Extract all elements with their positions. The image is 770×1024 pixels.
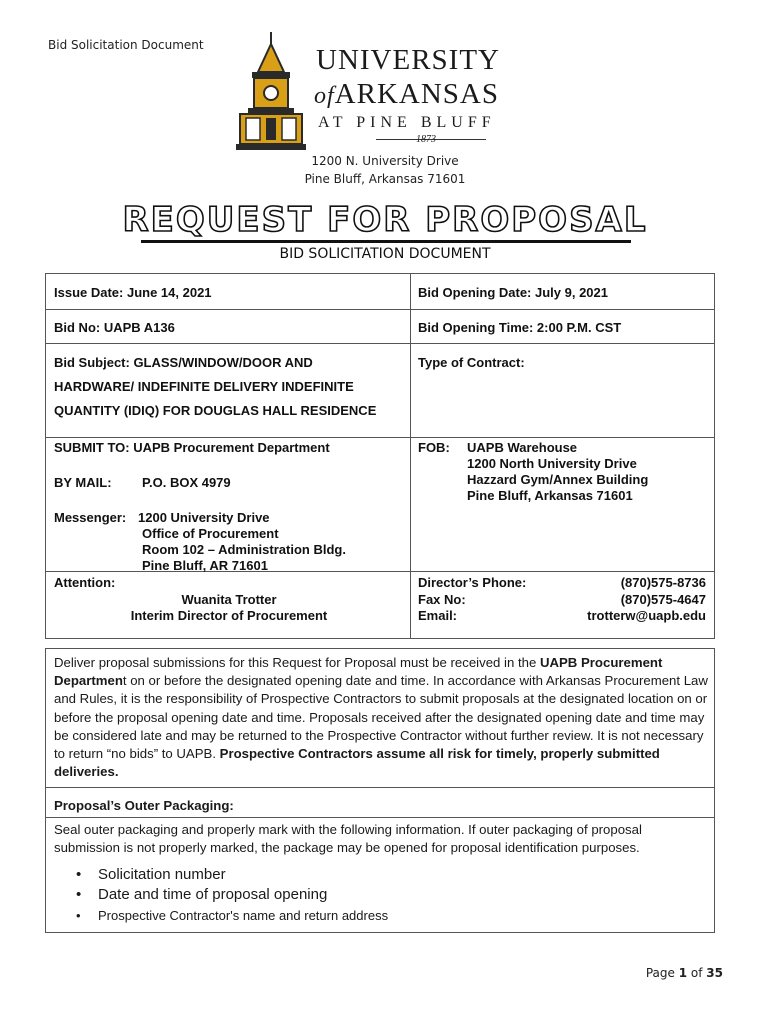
attention-name: Wuanita Trotter (181, 592, 277, 607)
fob-label: FOB: (418, 440, 450, 455)
table-row-divider (46, 343, 714, 344)
director-phone-label: Director’s Phone: (418, 575, 527, 590)
packaging-list (76, 865, 388, 927)
messenger-line: Pine Bluff, AR 71601 (142, 558, 268, 573)
title-underline (141, 240, 631, 243)
packaging-heading: Proposal’s Outer Packaging: (54, 798, 234, 813)
address-line-2: Pine Bluff, Arkansas 71601 (304, 172, 466, 186)
logo-pine-bluff: AT PINE BLUFF (318, 114, 496, 131)
logo-university: UNIVERSITY (316, 44, 500, 76)
bid-subject-line-3: QUANTITY (IDIQ) FOR DOUGLAS HALL RESIDENCE (54, 403, 377, 418)
list-item: • Solicitation number (76, 866, 226, 883)
bid-opening-time: Bid Opening Time: 2:00 P.M. CST (418, 320, 622, 335)
address-line-1: 1200 N. University Drive (311, 154, 459, 168)
by-mail-label: BY MAIL: (54, 475, 112, 490)
notice-divider (46, 787, 714, 788)
email-link[interactable]: trotterw@uapb.edu (587, 608, 706, 623)
messenger-line: Room 102 – Administration Bldg. (142, 542, 346, 557)
packaging-text: Seal outer packaging and properly mark with the following information. If outer packaging of proposal submission is not properly marked, the package may be opened for proposal identification purposes. (54, 822, 642, 856)
messenger-label: Messenger: (54, 510, 127, 525)
fob-line: Pine Bluff, Arkansas 71601 (467, 488, 633, 503)
notice-divider (46, 817, 714, 818)
table-column-divider (410, 274, 411, 638)
document-label: Bid Solicitation Document (48, 38, 204, 52)
page-number: Page 1 of 35 (645, 966, 723, 980)
type-of-contract: Type of Contract: (418, 355, 525, 370)
issue-date: Issue Date: June 14, 2021 (54, 285, 212, 300)
bid-info-table (45, 273, 715, 639)
table-row-divider (46, 437, 714, 438)
submission-paragraph: Deliver proposal submissions for this Request for Proposal must be received in the UAPB Procurement Department on or before the designated opening date and time. In accordance with Arkansas Procurement Law and Rules, it is the responsibility of Prospective Contractors to submit proposals at the designated location on or before the proposal opening date and time. Proposals received after the designated opening date and time may be considered late and may be returned to the Prospective Contractor without further review. It is not necessary to return “no bids” to UAPB. Prospective Contractors assume all risk for timely, properly submitted deliveries. (54, 655, 708, 780)
table-row-divider (46, 309, 714, 310)
bid-opening-date: Bid Opening Date: July 9, 2021 (418, 285, 608, 300)
fob-line: 1200 North University Drive (467, 456, 637, 471)
logo-arkansas: ofARKANSAS (314, 78, 499, 110)
university-logo (236, 32, 500, 152)
fob-line: UAPB Warehouse (467, 440, 578, 455)
messenger-line: 1200 University Drive (138, 510, 270, 525)
list-item: • Date and time of proposal opening (76, 886, 328, 903)
fob-line: Hazzard Gym/Annex Building (467, 472, 649, 487)
director-phone: (870)575-8736 (620, 575, 706, 590)
messenger-line: Office of Procurement (142, 526, 279, 541)
attention-title: Interim Director of Procurement (130, 608, 328, 623)
page-title: REQUEST FOR PROPOSAL (122, 200, 648, 240)
bid-number: Bid No: UAPB A136 (54, 320, 175, 335)
fax-number: (870)575-4647 (620, 592, 706, 607)
bid-subject-line-1: Bid Subject: GLASS/WINDOW/DOOR AND (54, 355, 313, 370)
by-mail-value: P.O. BOX 4979 (142, 475, 231, 490)
email-label: Email: (418, 608, 458, 623)
attention-label: Attention: (54, 575, 116, 590)
list-item: • Prospective Contractor's name and return address (76, 908, 389, 923)
submission-notice-box (45, 648, 715, 933)
fax-label: Fax No: (418, 592, 466, 607)
bid-subject-line-2: HARDWARE/ INDEFINITE DELIVERY INDEFINITE (54, 379, 354, 394)
submit-to: SUBMIT TO: UAPB Procurement Department (54, 440, 330, 455)
clock-tower-icon (236, 32, 306, 152)
page-subtitle: BID SOLICITATION DOCUMENT (279, 246, 491, 262)
logo-year: 1873 (416, 134, 436, 145)
